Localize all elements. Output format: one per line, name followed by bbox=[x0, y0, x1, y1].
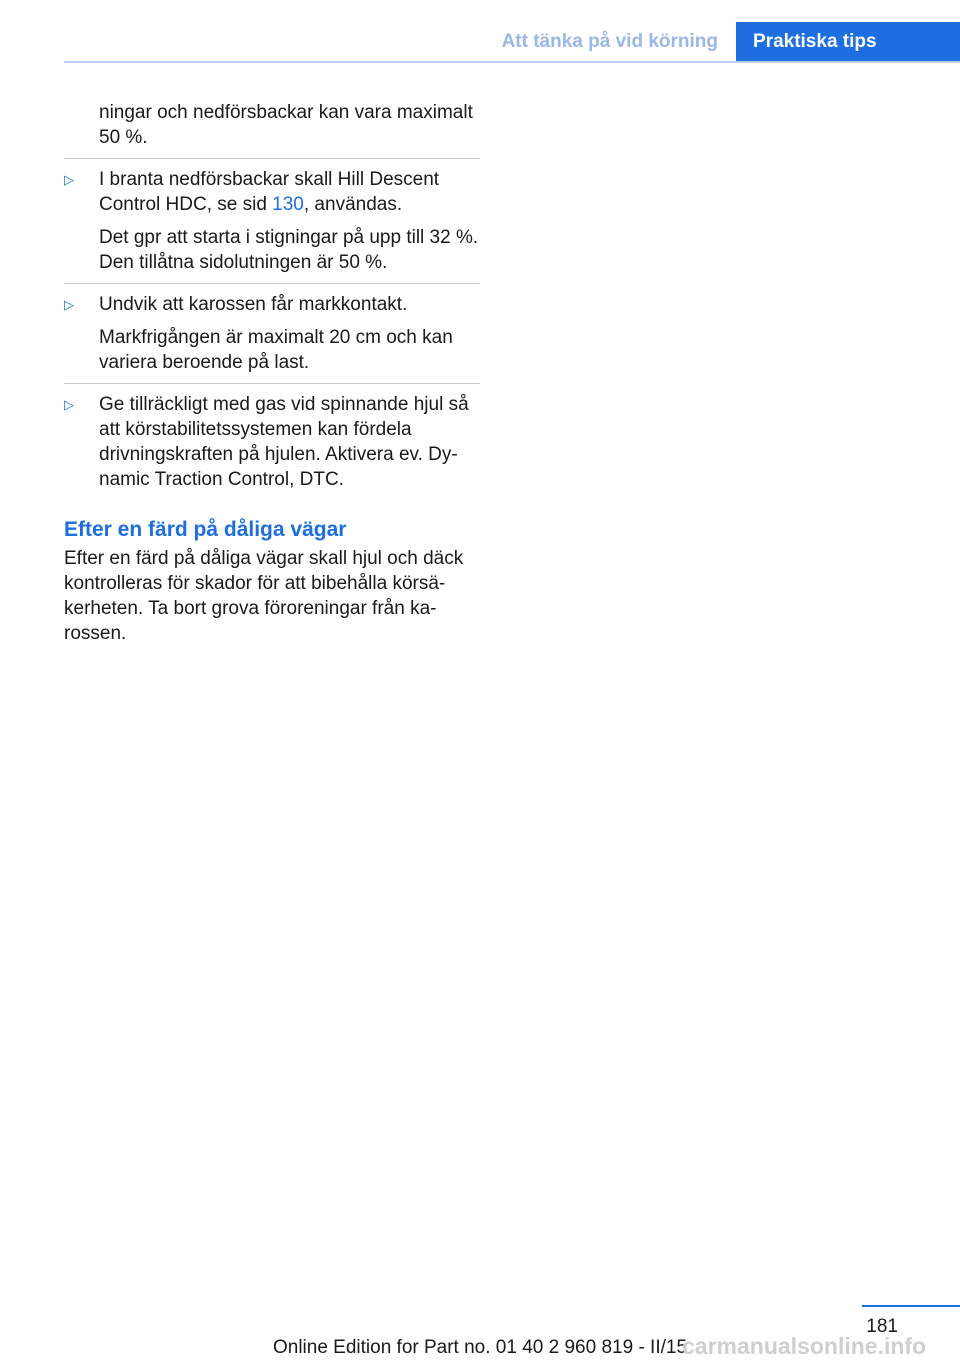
triangle-bullet-icon: ▷ bbox=[64, 297, 74, 312]
page-number-rule bbox=[862, 1305, 960, 1307]
triangle-bullet-icon: ▷ bbox=[64, 397, 74, 412]
triangle-bullet-icon: ▷ bbox=[64, 172, 74, 187]
list-item bbox=[64, 392, 480, 492]
list-item-detail: Markfrigången är maximalt 20 cm och kan variera beroende på last. bbox=[99, 327, 453, 373]
divider bbox=[64, 283, 480, 284]
list-item-text: Undvik att karossen får markkontakt. bbox=[99, 294, 408, 315]
section-body: Efter en färd på dåliga vägar skall hjul och däck kontrolleras för skador för att bibehålla körsäkerheten. Ta bort grova föroreningar från karossen. bbox=[64, 548, 464, 644]
list-item bbox=[64, 167, 480, 275]
list-item bbox=[64, 292, 480, 375]
page-number: 181 bbox=[866, 1316, 898, 1337]
divider bbox=[64, 383, 480, 384]
section-heading: Efter en färd på dåliga vägar bbox=[64, 518, 347, 541]
continuation-text: ningar och nedförsbackar kan vara maximalt 50 %. bbox=[99, 102, 473, 148]
footer-edition: Online Edition for Part no. 01 40 2 960 819 - II/15 bbox=[272, 1337, 688, 1358]
watermark: carmanualsonline.info bbox=[682, 1333, 927, 1359]
header-section-title: Att tänka på vid körning bbox=[501, 31, 718, 52]
list-item-text: I branta nedförsbackar skall Hill Descent Control HDC, se sid 130, användas. bbox=[99, 169, 440, 215]
list-item-detail: Det gpr att starta i stigningar på upp till 32 %. Den tillåtna sidolutningen är 50 %. bbox=[99, 227, 479, 273]
header-rule bbox=[64, 61, 960, 63]
header-chapter-tab: Praktiska tips bbox=[736, 22, 960, 62]
list-item-text: Ge tillräckligt med gas vid spinnande hjul så att körstabilitetssystemen kan fördela drivningskraften på hjulen. Aktivera ev. Dynamic Traction Control, DTC. bbox=[99, 394, 469, 490]
divider bbox=[64, 158, 480, 159]
page-reference-link[interactable]: 130 bbox=[272, 194, 304, 215]
page-content bbox=[64, 100, 480, 646]
